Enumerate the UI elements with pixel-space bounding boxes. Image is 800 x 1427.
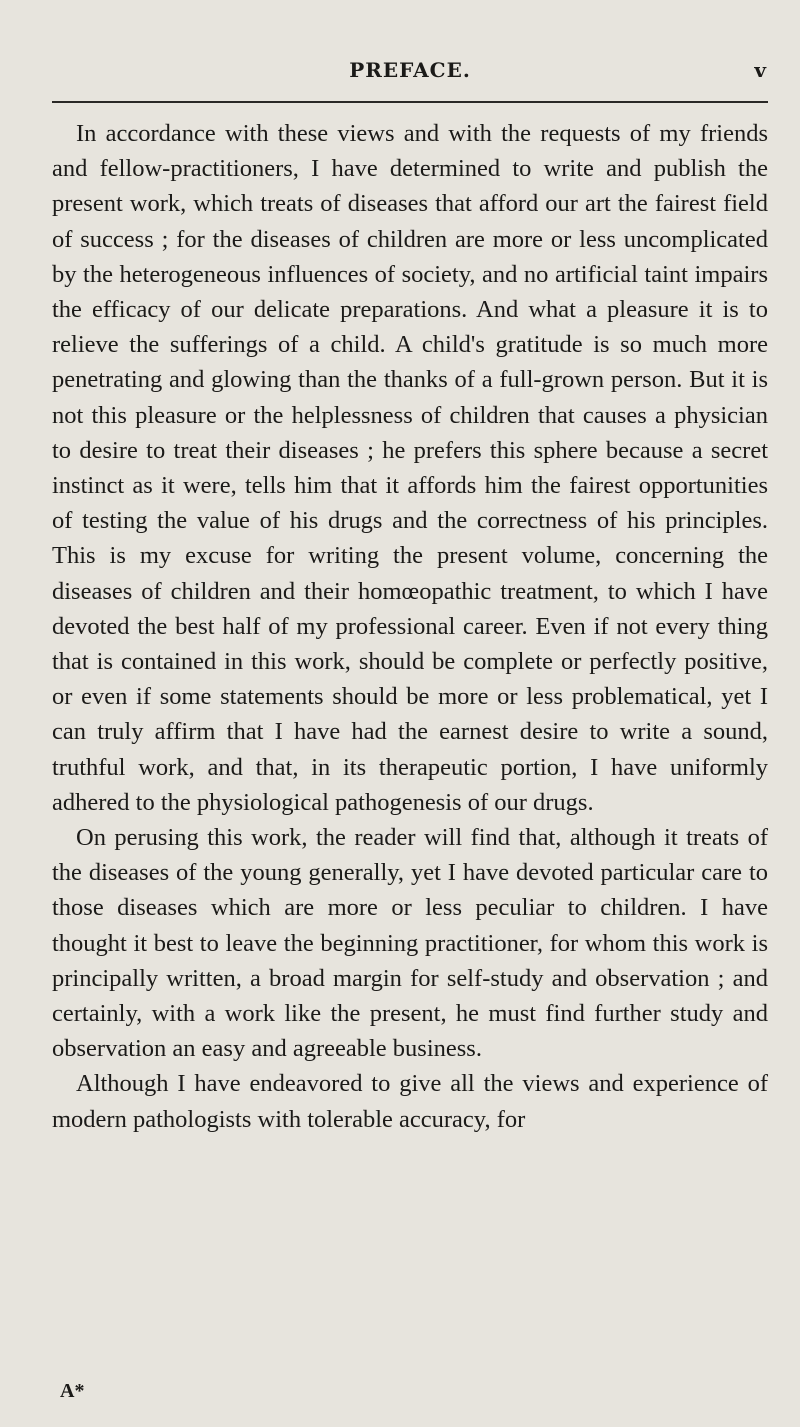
paragraph: Although I have endeavored to give all the views and experience of modern pathologists with tolerable accuracy, for bbox=[52, 1070, 768, 1133]
running-head bbox=[52, 58, 768, 88]
running-title: PREFACE. bbox=[349, 58, 471, 82]
paragraph: On perusing this work, the reader will find that, although it treats of the diseases of the young generally, yet I have devoted particular care to those diseases which are more or less peculiar to children. I have thought it best to leave the beginning practitioner, for whom this work is principally written, a broad margin for self-study and observation ; and certainly, with a work like the present, he must find further study and observation an easy and agreeable business. bbox=[52, 824, 768, 1063]
page-number: v bbox=[754, 58, 766, 82]
header-rule bbox=[52, 101, 768, 103]
body-text bbox=[52, 116, 768, 1137]
signature-mark: A* bbox=[60, 1380, 85, 1402]
paragraph: In accordance with these views and with the requests of my friends and fellow-practitioners, I have determined to write and publish the present work, which treats of diseases that afford our art the fairest field of success ; for the diseases of children are more or less uncomplicated by the heterogeneous influences of society, and no artificial taint impairs the efficacy of our delicate preparations. And what a pleasure it is to relieve the sufferings of a child. A child's gratitude is so much more penetrating and glowing than the thanks of a full-grown person. But it is not this pleasure or the helplessness of children that causes a physician to desire to treat their diseases ; he prefers this sphere because a secret instinct as it were, tells him that it affords him the fairest opportunities of testing the value of his drugs and the correctness of his principles. This is my excuse for writing the present volume, concerning the diseases of children and their homœopathic treatment, to which I have devoted the best half of my professional career. Even if not every thing that is contained in this work, should be complete or perfectly positive, or even if some statements should be more or less problematical, yet I can truly affirm that I have had the earnest desire to write a sound, truthful work, and that, in its therapeutic portion, I have uniformly adhered to the physiological pathogenesis of our drugs. bbox=[52, 120, 768, 816]
